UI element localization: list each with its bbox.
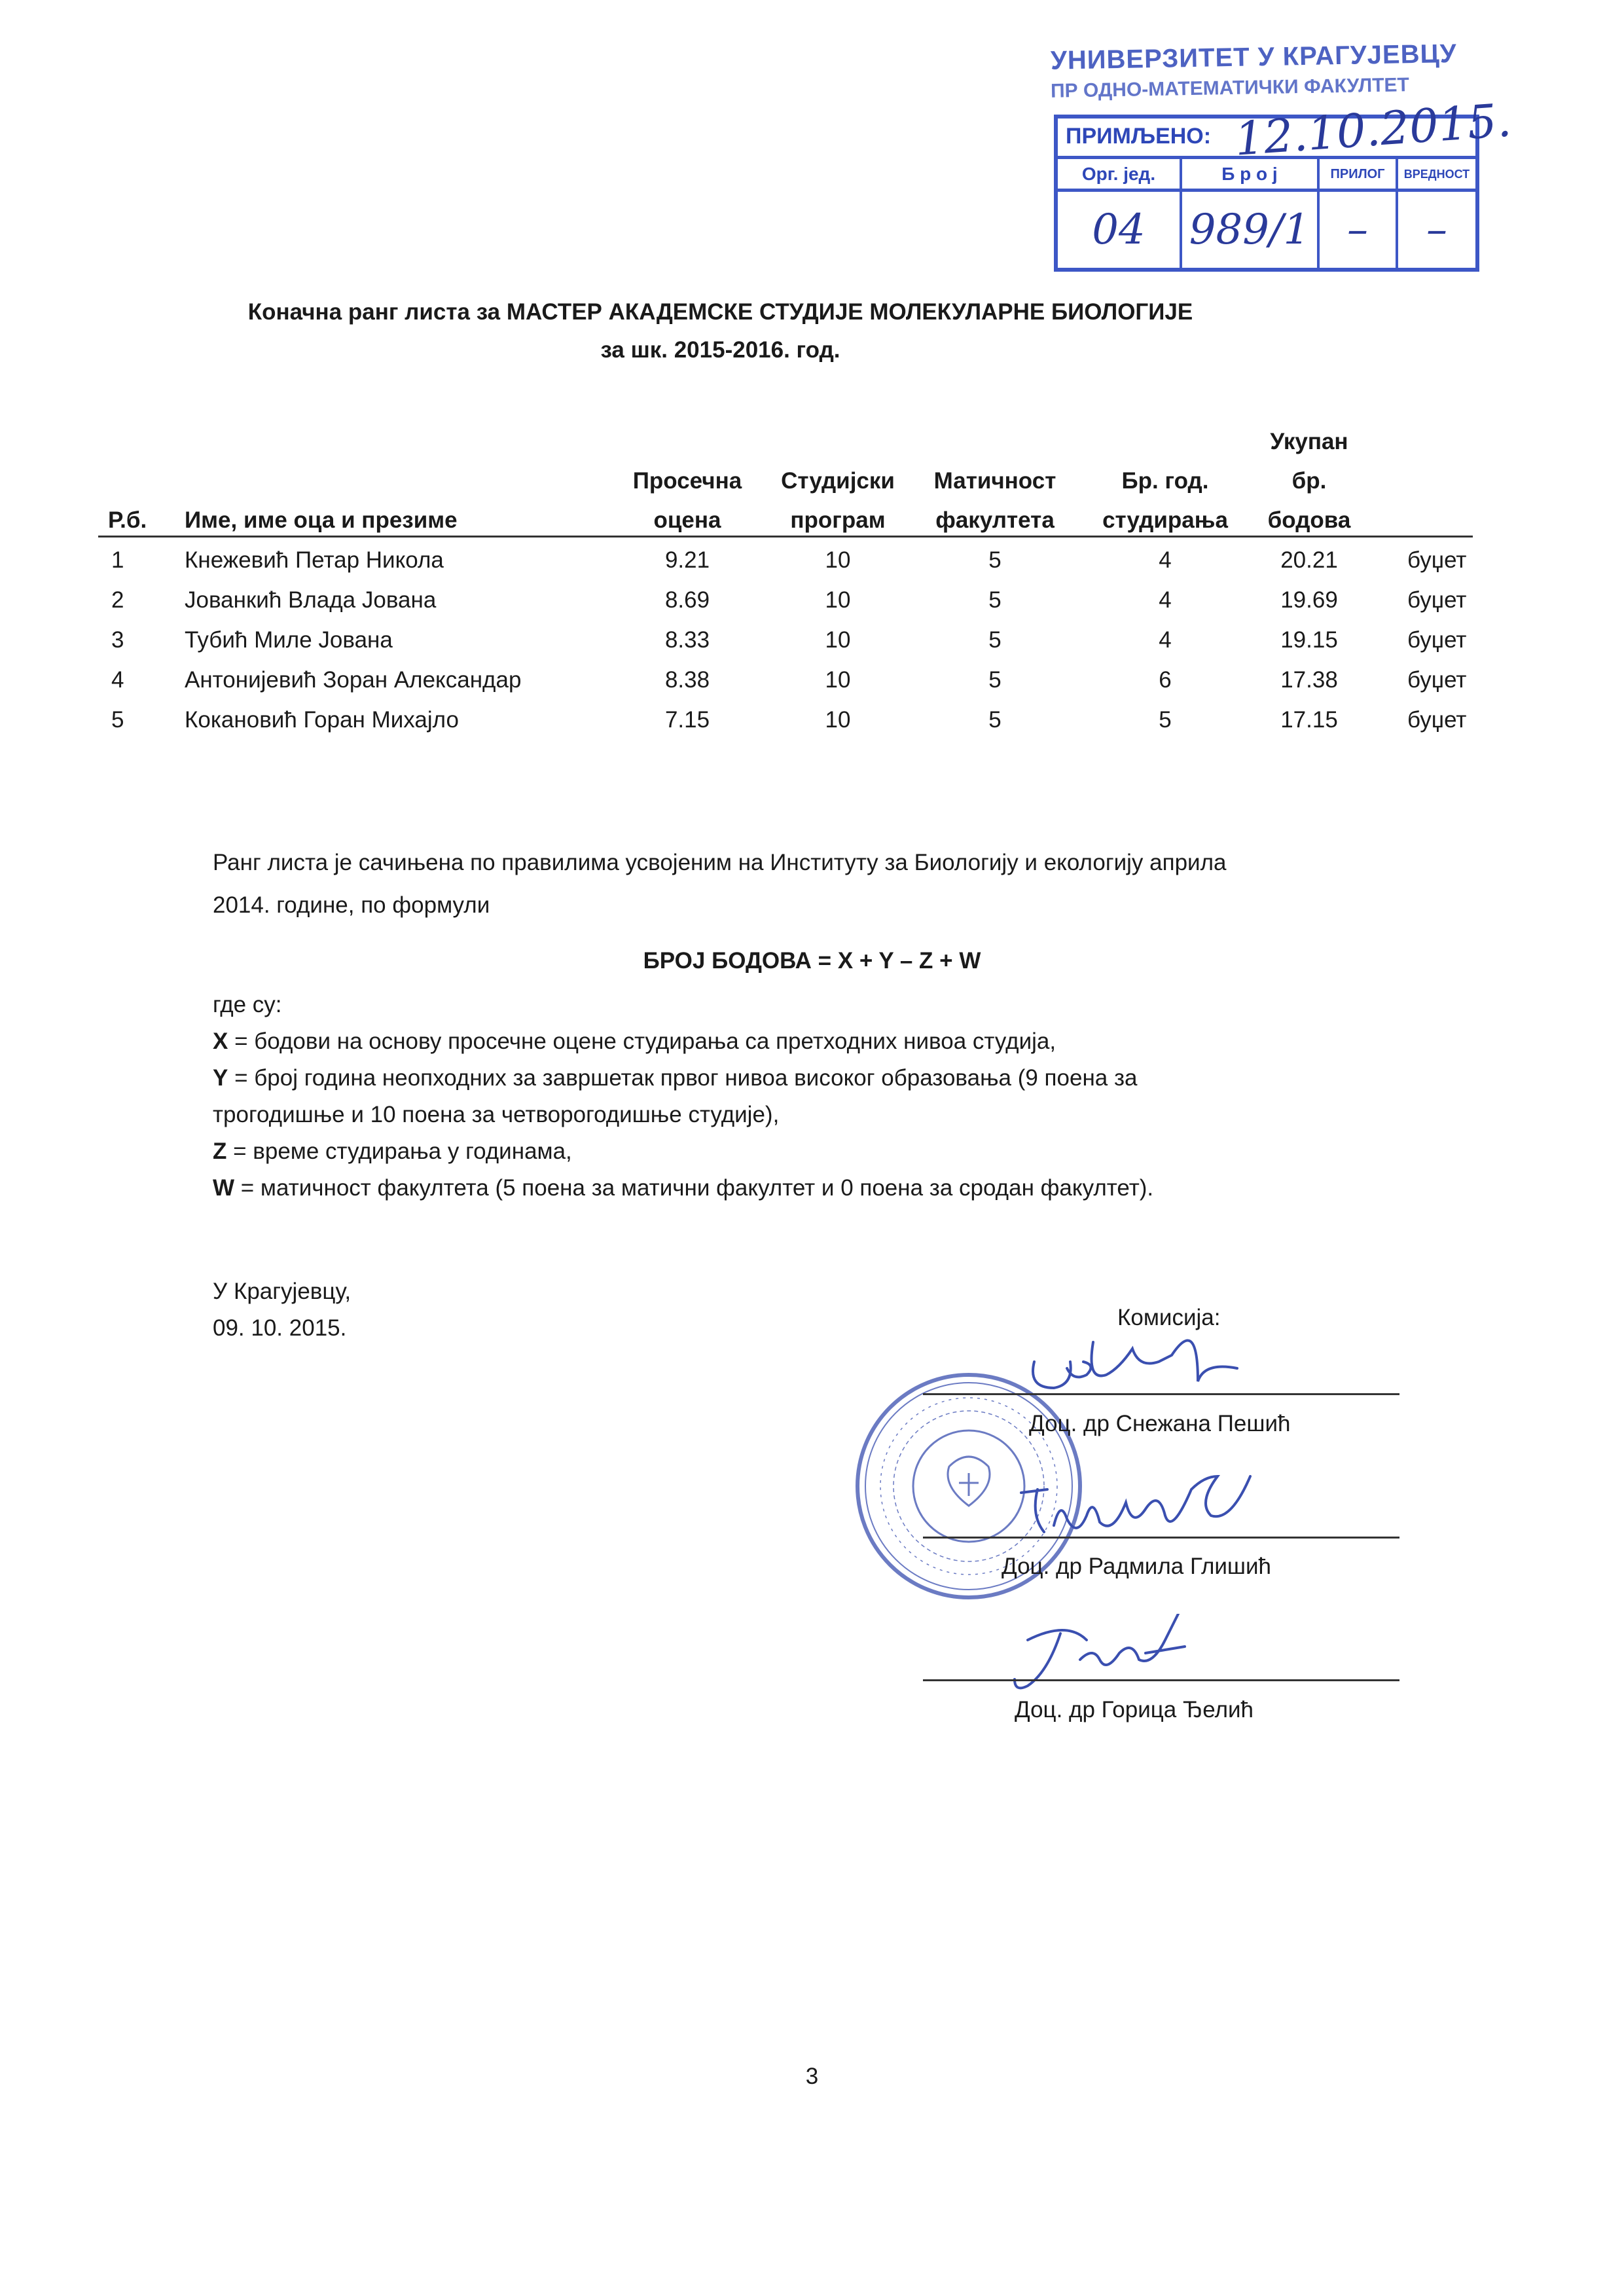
stamp-received-date: 12.10.2015. [1233,93,1513,166]
member-1: Доц. др Снежана Пешић [1029,1411,1291,1436]
row-average: 7.15 [664,707,710,733]
row-years: 6 [1159,667,1172,693]
stamp-val-number: 989/1 [1182,192,1320,268]
row-financing: буџет [1407,547,1467,573]
stamp-university: УНИВЕРЗИТЕТ У КРАГУЈЕВЦУ [1050,39,1457,75]
row-average: 8.33 [664,627,710,653]
explanation-line-1: Ранг листа је сачињена по правилима усвојеним на Институту за Биологију и екологију априла [213,850,1227,875]
row-years: 4 [1159,627,1172,653]
row-name: Антонијевић Зоран Александар [185,667,522,693]
def-w-text: = матичност факултета (5 поена за матични факултет и 0 поена за сродан факултет). [234,1175,1154,1201]
row-years: 5 [1159,707,1172,733]
signature-1 [1021,1322,1270,1401]
header-tot-1: Укупан [1270,429,1348,454]
stamp-box [1054,93,1513,272]
signature-3 [1001,1614,1231,1699]
var-z: Z [213,1139,227,1164]
row-program: 10 [825,667,851,693]
row-name: Јованкић Влада Јована [185,587,437,613]
row-number: 2 [111,587,124,613]
row-years: 4 [1159,587,1172,613]
row-total: 19.69 [1280,587,1338,613]
header-mat-1: Матичност [933,468,1056,494]
member-3: Доц. др Горица Ђелић [1015,1697,1254,1722]
def-z-text: = време студирања у годинама, [226,1139,572,1164]
received-stamp [1050,36,1513,272]
definition-y-cont: трогодишње и 10 поена за четворогодишње студије), [213,1102,780,1127]
row-home-faculty: 5 [988,627,1001,653]
header-avg-2: оцена [653,507,721,533]
row-total: 17.38 [1280,667,1338,693]
var-y: Y [213,1065,228,1091]
row-total: 20.21 [1280,547,1338,573]
header-yrs-2: студирања [1102,507,1228,533]
stamp-col-org: Орг. јед. [1058,159,1182,189]
header-num: Р.б. [108,507,147,533]
header-tot-2: бр. [1291,468,1327,494]
place: У Крагујевцу, [213,1279,352,1304]
signature-line-3 [923,1679,1399,1681]
row-total: 17.15 [1280,707,1338,733]
header-mat-2: факултета [935,507,1055,533]
stamp-received-label: ПРИМЉЕНО: [1066,124,1212,149]
row-program: 10 [825,627,851,653]
stamp-val-attach: – [1320,192,1398,268]
definition-x [213,1023,1326,1060]
signature-2 [1008,1473,1329,1552]
row-financing: буџет [1407,707,1467,733]
stamp-col-attach: ПРИЛОГ [1320,159,1398,189]
page-number: 3 [805,2064,819,2089]
header-rule [98,536,1473,538]
row-number: 5 [111,707,124,733]
date: 09. 10. 2015. [213,1315,347,1341]
row-program: 10 [825,547,851,573]
formula: БРОЈ БОДОВА = X + Y – Z + W [643,948,981,974]
stamp-val-org: 04 [1058,192,1182,268]
def-y-text: = број година неопходних за завршетак првог нивоа високог образовања (9 поена за [228,1065,1138,1091]
stamp-faculty: ПР ОДНО-МАТЕМАТИЧКИ ФАКУЛТЕТ [1050,74,1410,102]
row-average: 8.69 [664,587,710,613]
var-x: X [213,1029,228,1054]
row-program: 10 [825,707,851,733]
row-financing: буџет [1407,667,1467,693]
header-prog-1: Студијски [781,468,895,494]
header-prog-2: програм [790,507,886,533]
def-x-text: = бодови на основу просечне оцене студирања са претходних нивоа студија, [228,1029,1056,1054]
stamp-col-number: Б р о ј [1182,159,1320,189]
signature-line-2 [923,1537,1399,1539]
stamp-col-value: ВРЕДНОСТ [1403,168,1470,181]
signature-line-1 [923,1393,1399,1395]
row-name: Тубић Миле Јована [185,627,393,653]
row-average: 9.21 [664,547,710,573]
row-program: 10 [825,587,851,613]
row-home-faculty: 5 [988,587,1001,613]
row-years: 4 [1159,547,1172,573]
header-avg-1: Просечна [632,468,742,494]
definition-z [213,1133,1326,1170]
explanation-line-2: 2014. године, по формули [213,892,490,918]
row-name: Кокановић Горан Михајло [185,707,459,733]
title-line-1: Коначна ранг листа за МАСТЕР АКАДЕМСКЕ СТУДИЈЕ МОЛЕКУЛАРНЕ БИОЛОГИЈЕ [247,299,1193,325]
header-name: Име, име оца и презиме [185,507,458,533]
document-title [0,293,1624,369]
row-name: Кнежевић Петар Никола [185,547,444,573]
row-financing: буџет [1407,627,1467,653]
header-yrs-1: Бр. год. [1121,468,1209,494]
var-w: W [213,1175,235,1201]
row-average: 8.38 [664,667,710,693]
member-2: Доц. др Радмила Глишић [1001,1554,1272,1579]
row-home-faculty: 5 [988,707,1001,733]
place-date [213,1273,351,1347]
commission-label: Комисија: [1117,1305,1221,1330]
header-tot-3: бодова [1267,507,1351,533]
row-home-faculty: 5 [988,547,1001,573]
where-label: где су: [213,992,282,1017]
definition-y [213,1060,1326,1097]
row-number: 1 [111,547,124,573]
row-number: 4 [111,667,124,693]
row-financing: буџет [1407,587,1467,613]
row-home-faculty: 5 [988,667,1001,693]
row-total: 19.15 [1280,627,1338,653]
title-line-2: за шк. 2015-2016. год. [600,337,840,363]
row-number: 3 [111,627,124,653]
definition-w [213,1170,1326,1207]
stamp-val-value: – [1426,206,1447,254]
